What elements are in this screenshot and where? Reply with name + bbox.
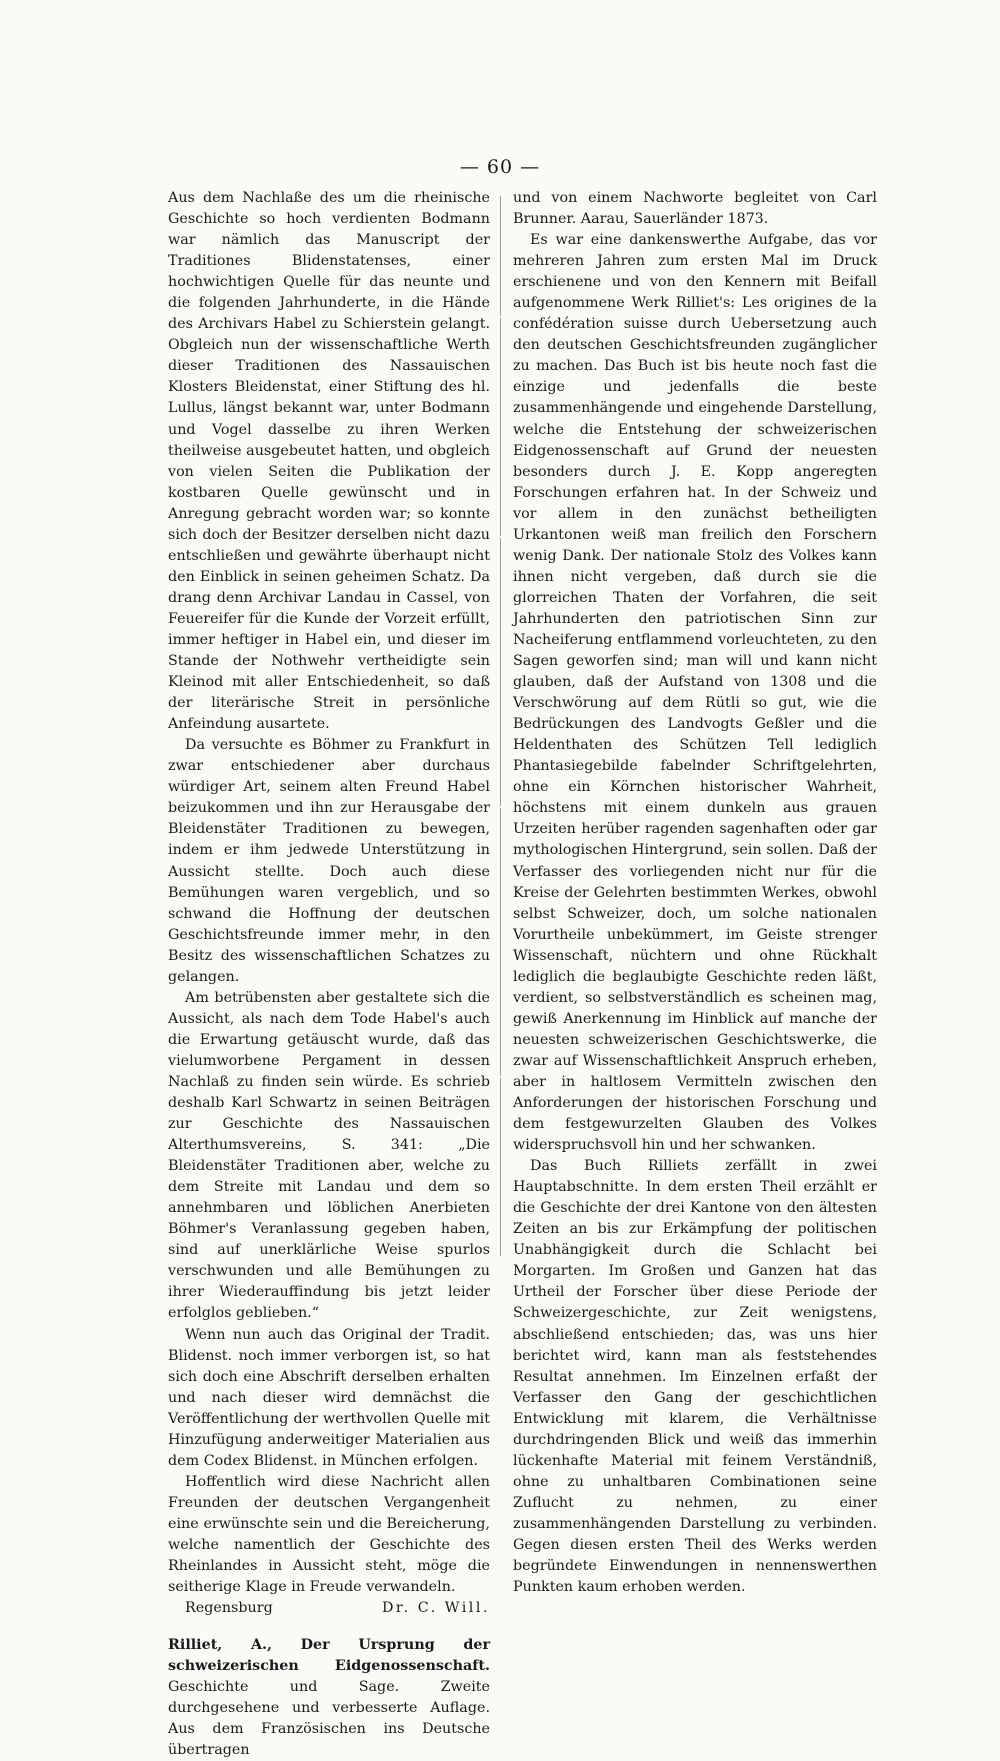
paragraph-book-sections: Das Buch Rilliets zerfällt in zwei Hauptabschnitte. In dem ersten Theil erzählt er die Geschichte der drei Kantone von den ältesten Zeiten an bis zur Erkämpfung der politischen Unabhängigkeit durch die Schlacht bei Morgarten. Im Großen und Ganzen hat das Urtheil der Forscher über diese Periode der Schweizergeschichte, zur Zeit wenigstens, abschließend entschieden; das, was uns hier berichtet wird, kann man als feststehendes Resultat annehmen. Im Einzelnen erfaßt der Verfasser den Gang der geschichtlichen Entwicklung mit klarem, die Verhältnisse durchdringenden Blick und weiß das immerhin lückenhafte Material mit feinem Verständniß, ohne zu unhaltbaren Combinationen seine Zuflucht zu nehmen, zu einer zusammenhängenden Darstellung zu verbinden. Gegen diesen ersten Theil des Werks werden begründete Einwendungen in nennenswerthen Punkten kaum erhoben werden. <box>513 1158 877 1596</box>
paragraph-habel-death: Am betrübensten aber gestaltete sich die Aussicht, als nach dem Tode Habel's auch die Erwartung getäuscht wurde, daß das vielumworbene Pergament in dessen Nachlaß zu finden sein würde. Es schrieb deshalb Karl Schwartz in seinen Beiträgen zur Geschichte des Nassauischen Alterthumsvereins, S. 341: „Die Bleidenstäter Traditionen aber, welche zu dem Streite mit Landau und dem so annehmbaren und löblichen Anerbieten Böhmer's Veranlassung gegeben haben, sind auf unerklärliche Weise spurlos verschwunden und alle Bemühungen zu ihrer Wiederauffindung bis jetzt leider erfolglos geblieben.“ <box>168 989 490 1322</box>
paragraph-copy-found: Wenn nun auch das Original der Tradit. Blidenst. noch immer verborgen ist, so hat sich doch eine Abschrift derselben erhalten und nach dieser wird demnächst die Veröffentlichung der werthvollen Quelle mit Hinzufügung anderweitiger Materialien aus dem Codex Blidenst. in München erfolgen. <box>168 1326 490 1469</box>
page-number: — 60 — <box>459 156 541 178</box>
paragraph-hope: Hoffentlich wird diese Nachricht allen Freunden der deutschen Vergangenheit eine erwünschte sein und die Bereicherung, welche namentlich der Geschichte des Rheinlandes in Aussicht steht, möge die seitherige Klage in Freude verwandeln. <box>168 1473 490 1596</box>
paragraph-rilliet-work: Es war eine dankenswerthe Aufgabe, das vor mehreren Jahren zum ersten Mal im Druck erschienene und von den Kennern mit Beifall aufgenommene Werk Rilliet's: Les origines de la confédération suisse durch Uebersetzung auch den deutschen Geschichtsfreunden zugänglicher zu machen. Das Buch ist bis heute noch fast die einzige und jedenfalls die beste zusammenhängende und eingehende Darstellung, welche die Entstehung der schweizerischen Eidgenossenschaft auf Grund der neuesten besonders durch J. E. Kopp angeregten Forschungen erfahren hat. In der Schweiz und vor allem in den zunächst betheiligten Urkantonen weiß man freilich den Forschern wenig Dank. Der nationale Stolz des Volkes kann ihnen nicht vergeben, daß durch sie die glorreichen Thaten der Vorfahren, die seit Jahrhunderten den patriotischen Sinn zur Nacheiferung entflammend vorleuchteten, zu den Sagen geworfen sind; man will und kann nicht glauben, daß der Aufstand von 1308 und die Verschwörung auf dem Rütli so gut, wie die Bedrückungen des Landvogts Geßler und die Heldenthaten des Schützen Tell lediglich Phantasiegebilde fabelnder Schriftgelehrten, ohne ein Körnchen historischer Wahrheit, höchstens mit einem dunkeln aus grauen Urzeiten herüber ragenden sagenhaften oder gar mythologischen Hintergrund, sein sollen. Daß der Verfasser des vorliegenden nicht nur für die Kreise der Gelehrten bestimmten Werkes, obwohl selbst Schweizer, doch, um solche nationalen Vorurtheile unbekümmert, im Geiste strenger Wissenschaft, nüchtern und ohne Rückhalt lediglich die beglaubigte Geschichte reden läßt, verdient, so selbstverständlich es scheinen mag, gewiß Anerkennung im Hinblick auf manche der neuesten schweizerischen Geschichtswerke, die zwar auf Wissenschaftlichkeit Anspruch erheben, aber in haltlosem Vermitteln zwischen den Anforderungen der historischen Forschung und dem festgewurzelten Glauben des Volkes widerspruchsvoll hin und her schwanken. <box>513 232 877 1154</box>
paragraph-boehmer-attempt: Da versuchte es Böhmer zu Frankfurt in zwar entschiedener aber durchaus würdiger Art, seinem alten Freund Habel beizukommen und ihn zur Herausgabe der Bleidenstäter Traditionen zu bewegen, indem er ihm jedwede Unterstützung in Aussicht stellte. Doch auch diese Bemühungen waren vergeblich, und so schwand die Hoffnung der deutschen Geschichtsfreunde immer mehr, in den Besitz des wissenschaftlichen Schatzes zu gelangen. <box>168 737 490 985</box>
paragraph-translation-credit: und von einem Nachworte begleitet von Carl Brunner. Aarau, Sauerländer 1873. <box>513 190 877 228</box>
right-column <box>513 188 877 1598</box>
column-divider <box>500 196 501 1256</box>
paragraph-bodmann-manuscript: Aus dem Nachlaße des um die rheinische Geschichte so hoch verdienten Bodmann war nämlich das Manuscript der Traditiones Blidenstatenses, einer hochwichtigen Quelle für das neunte und die folgenden Jahrhunderte, in die Hände des Archivars Habel zu Schierstein gelangt. Obgleich nun der wissenschaftliche Werth dieser Traditionen des Nassauischen Klosters Bleidenstat, einer Stiftung des hl. Lullus, längst bekannt war, unter Bodmann und Vogel dasselbe zu ihren Werken theilweise ausgebeutet hatten, und obgleich von vielen Seiten die Publikation der kostbaren Quelle gewünscht und in Anregung gebracht worden war; so konnte sich doch der Besitzer derselben nicht dazu entschließen und gewährte überhaupt nicht den Einblick in seinen geheimen Schatz. Da drang denn Archivar Landau in Cassel, von Feuereifer für die Kunde der Vorzeit erfüllt, immer heftiger in Habel ein, und dieser im Stande der Nothwehr vertheidigte sein Kleinod mit aller Entschiedenheit, so daß der literärische Streit in persönliche Anfeindung ausartete. <box>168 190 490 733</box>
left-column <box>168 188 490 1761</box>
signature-place: Regensburg <box>185 1600 273 1617</box>
review-heading: Rilliet, A., Der Ursprung der schweizerischen Eidgenossenschaft. <box>168 1637 490 1675</box>
review-entry <box>168 1635 490 1761</box>
signature <box>168 1598 490 1619</box>
signature-author: Dr. C. Will. <box>381 1600 490 1617</box>
review-subtitle: Geschichte und Sage. Zweite durchgesehene und verbesserte Auflage. Aus dem Französischen ins Deutsche übertragen <box>168 1679 490 1759</box>
